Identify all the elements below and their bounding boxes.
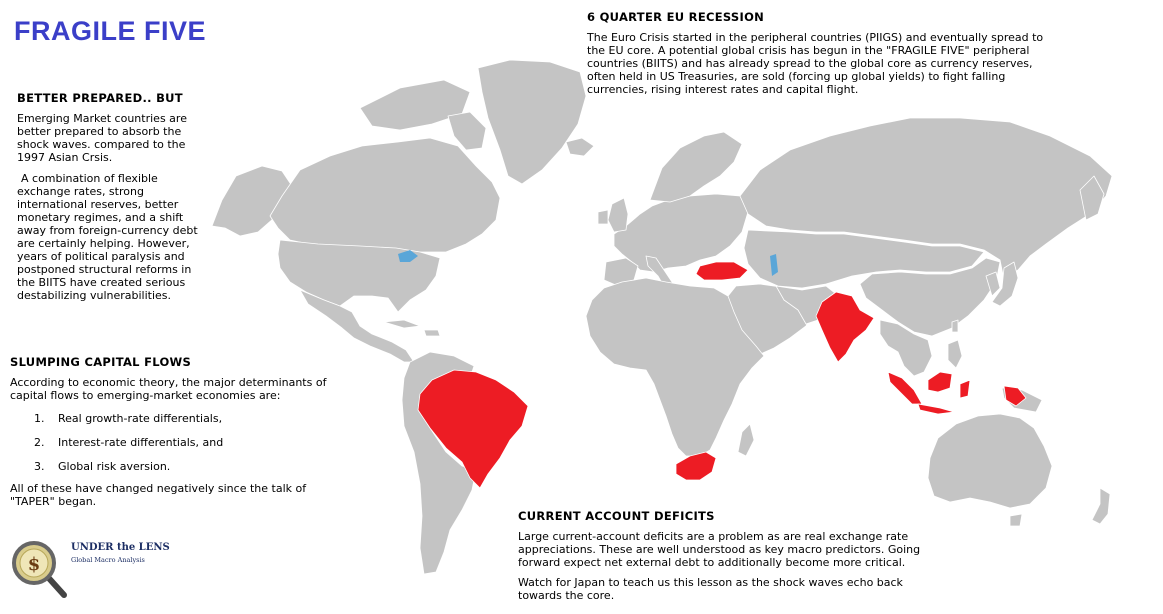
greenland [478,60,586,184]
list-item-number: 2. [34,436,45,449]
madagascar [738,424,754,456]
scandinavia [650,132,742,202]
iceland [566,138,594,156]
logo-tagline: Global Macro Analysis [71,556,145,564]
sulawesi [960,380,970,398]
borneo [928,372,952,392]
sumatra [888,372,922,404]
cuba [384,320,420,328]
page-title: FRAGILE FIVE [14,16,207,46]
australia [928,414,1052,508]
capital-flow-determinants [34,412,354,484]
ireland [598,210,608,224]
south-africa [676,452,716,480]
list-item-text: Global risk aversion. [58,460,171,473]
better-prepared-para2: A combination of flexible exchange rates, strong international reserves, better monetary regimes, and a shift away from foreign-currency debt are certainly helping. However, years of political paralysis and postponed structural reforms in the BIITS have created serious destabilizing vulnerabilities. [17,172,198,302]
java [918,404,954,414]
list-item [34,460,354,484]
taiwan [952,320,958,332]
capital-flows-heading: SLUMPING CAPITAL FLOWS [10,355,192,369]
canada [270,138,500,252]
philippines [948,340,962,368]
account-deficits-para1: Large current-account deficits are a problem as are real exchange rate appreciations. These are well understood as key macro predictors. Going forward expect net external debt to additionally become more critical. [518,530,921,569]
svg-text:$: $ [27,554,41,575]
baffin-island [448,112,486,150]
list-item-text: Interest-rate differentials, and [58,436,224,449]
account-deficits-heading: CURRENT ACCOUNT DEFICITS [518,509,715,523]
tasmania [1010,514,1022,526]
eu-recession-heading: 6 QUARTER EU RECESSION [587,10,765,24]
list-item [34,436,354,460]
hispaniola [424,330,440,336]
list-item [34,412,354,436]
capital-flows-intro: According to economic theory, the major determinants of capital flows to emerging-market economies are: [10,376,327,402]
india [816,292,874,362]
list-item-number: 1. [34,412,45,425]
capital-flows-closing: All of these have changed negatively since the talk of "TAPER" began. [10,482,307,508]
better-prepared-heading: BETTER PREPARED.. BUT [17,91,183,105]
list-item-number: 3. [34,460,45,473]
list-item-text: Real growth-rate differentials, [58,412,223,425]
new-zealand [1092,488,1110,524]
eu-recession-body: The Euro Crisis started in the peripheral countries (PIIGS) and eventually spread to the EU core. A potential global crisis has begun in the "FRAGILE FIVE" peripheral countries (BIITS) and has already spread to the global core as currency reserves, often held in US Treasuries, are sold (forcing up global yields) to fight falling currencies, rising interest rates and capital flight. [587,31,1044,96]
better-prepared-para1: Emerging Market countries are better prepared to absorb the shock waves. compared to the 1997 Asian Crsis. [17,112,187,164]
europe [614,194,748,272]
account-deficits-para2: Watch for Japan to teach us this lesson as the shock waves echo back towards the core. [518,576,903,602]
magnifier-icon [10,535,70,601]
great-britain [608,198,628,232]
turkey [696,262,748,280]
under-the-lens-logo [10,535,170,601]
logo-name: UNDER the LENS [71,542,170,553]
